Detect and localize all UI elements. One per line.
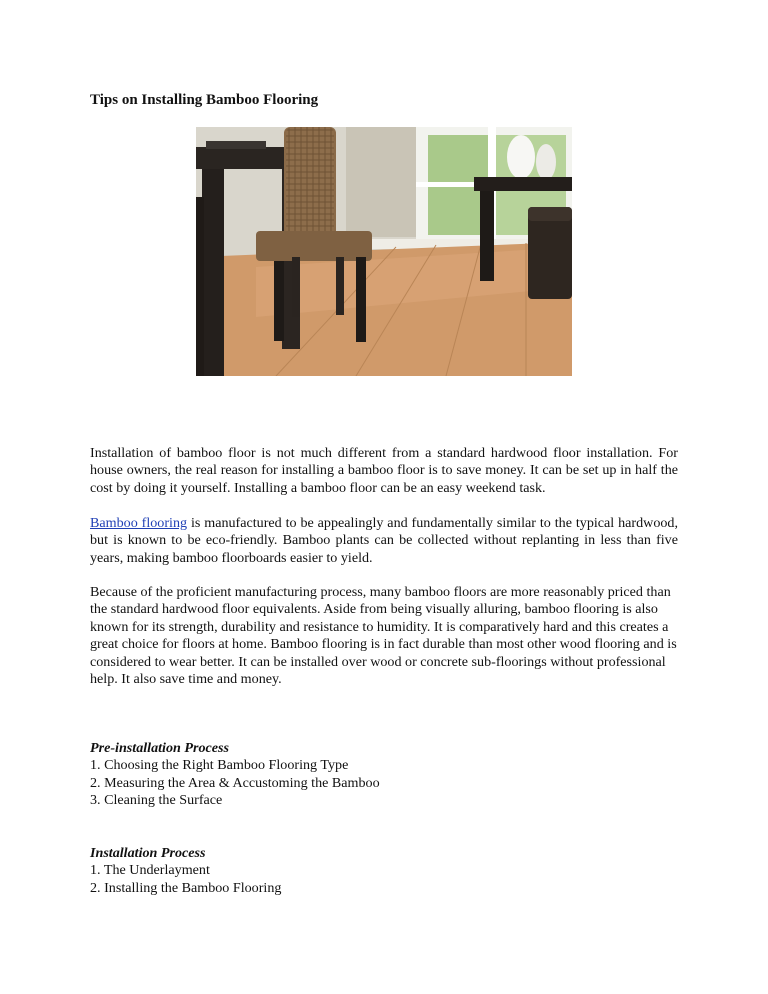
pre-installation-item: 1. Choosing the Right Bamboo Flooring Type [90, 757, 349, 774]
installation-heading: Installation Process [90, 845, 206, 861]
pre-installation-item: 3. Cleaning the Surface [90, 792, 223, 809]
room-photo [196, 127, 572, 376]
paragraph-benefits: Because of the proficient manufacturing process, many bamboo floors are more reasonably priced than the standard hardwood floor equivalents. Aside from being visually alluring, bamboo flooring is also known for its strength, durability and resistance to humidity. It is comparatively hard and this creates a great choice for floors at home. Bamboo flooring is in fact durable than most other wood flooring and is considered to wear better. It can be installed over wood or concrete sub-floorings without professional help. It also save time and money. [90, 584, 677, 688]
paragraph-intro: Installation of bamboo floor is not much different from a standard hardwood floor installation. For house owners, the real reason for installing a bamboo floor is to save money. It can be set up in half the cost by doing it yourself. Installing a bamboo floor can be an easy weekend task. [90, 445, 678, 496]
installation-item: 2. Installing the Bamboo Flooring [90, 879, 282, 896]
pre-installation-heading: Pre-installation Process [90, 740, 229, 756]
installation-item: 1. The Underlayment [90, 862, 210, 879]
installation-section [90, 845, 678, 897]
pre-installation-section [90, 740, 678, 810]
paragraph-bamboo-flooring-text: is manufactured to be appealingly and fundamentally similar to the typical hardwood, but is known to be eco-friendly. Bamboo plants can be collected without replanting in less than five years, making bamboo floorboards easier to yield. [90, 515, 678, 566]
bamboo-flooring-link[interactable]: Bamboo flooring [90, 515, 188, 531]
pre-installation-item: 2. Measuring the Area & Accustoming the Bamboo [90, 774, 380, 791]
paragraph-bamboo-flooring [90, 515, 678, 567]
document-title: Tips on Installing Bamboo Flooring [90, 92, 319, 108]
